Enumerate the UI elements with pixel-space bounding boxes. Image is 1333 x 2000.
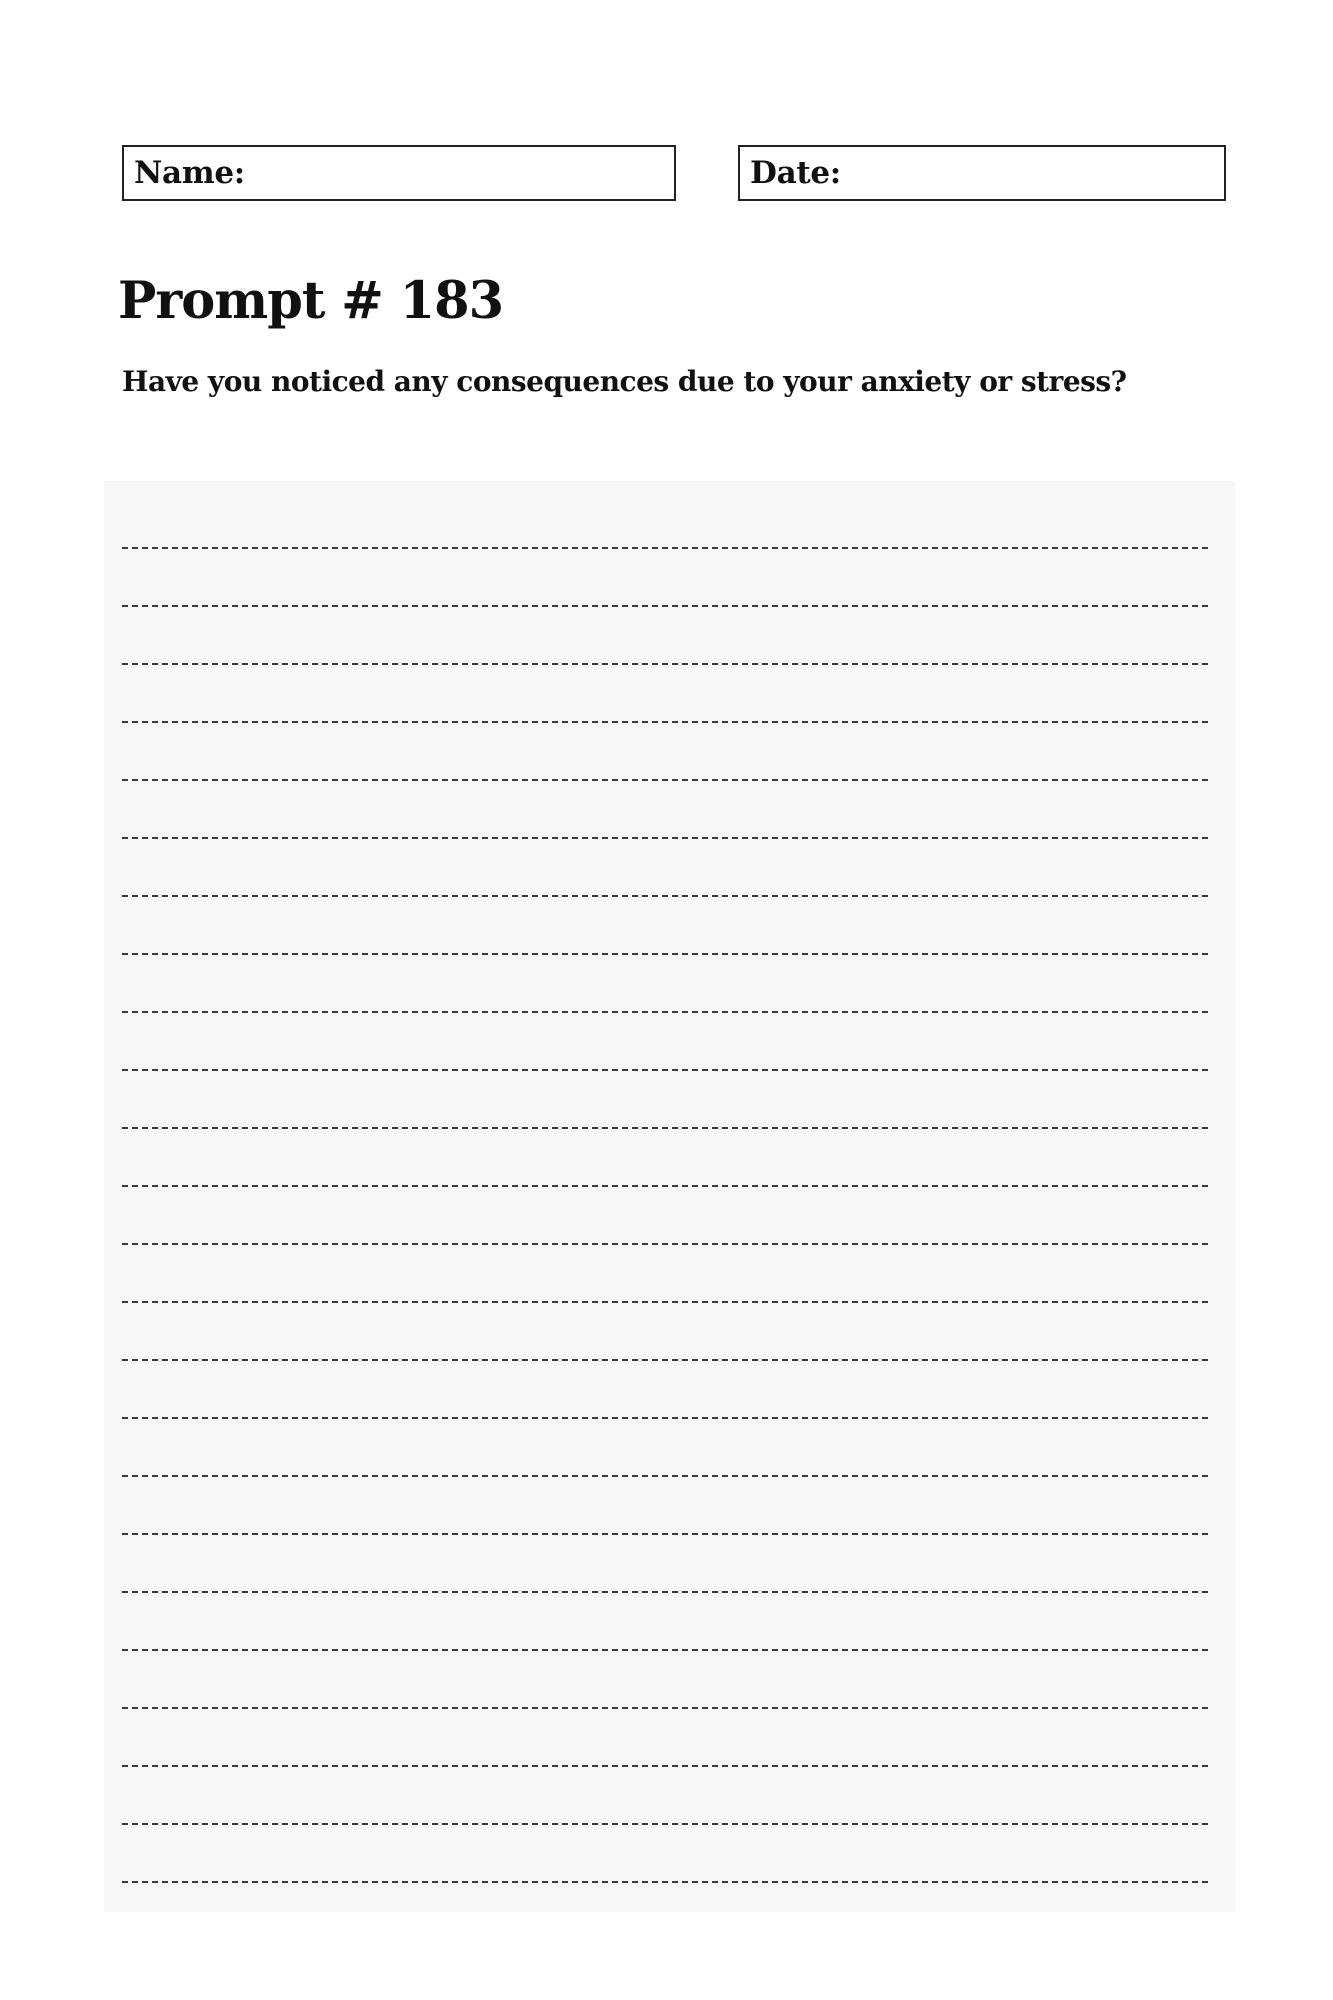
name-field[interactable]: [122, 145, 676, 201]
writing-line: [122, 895, 1208, 897]
writing-line: [122, 663, 1208, 665]
writing-line: [122, 1011, 1208, 1013]
writing-line: [122, 1127, 1208, 1129]
writing-line: [122, 605, 1208, 607]
writing-line: [122, 1765, 1208, 1767]
writing-area[interactable]: [104, 481, 1235, 1912]
writing-line: [122, 1301, 1208, 1303]
writing-line: [122, 1069, 1208, 1071]
writing-line: [122, 1533, 1208, 1535]
writing-line: [122, 1707, 1208, 1709]
name-input[interactable]: [253, 146, 674, 200]
prompt-title: Prompt # 183: [118, 271, 504, 331]
prompt-question: Have you noticed any consequences due to your anxiety or stress?: [122, 365, 1127, 398]
writing-line: [122, 1359, 1208, 1361]
writing-line: [122, 837, 1208, 839]
name-label: Name:: [134, 155, 245, 191]
writing-line: [122, 721, 1208, 723]
writing-line: [122, 953, 1208, 955]
writing-line: [122, 1823, 1208, 1825]
date-label: Date:: [750, 155, 841, 191]
writing-line: [122, 779, 1208, 781]
writing-line: [122, 1243, 1208, 1245]
writing-line: [122, 1185, 1208, 1187]
date-input[interactable]: [849, 146, 1224, 200]
date-field[interactable]: [738, 145, 1226, 201]
writing-line: [122, 547, 1208, 549]
writing-line: [122, 1591, 1208, 1593]
writing-line: [122, 1649, 1208, 1651]
writing-line: [122, 1881, 1208, 1883]
writing-line: [122, 1417, 1208, 1419]
writing-line: [122, 1475, 1208, 1477]
